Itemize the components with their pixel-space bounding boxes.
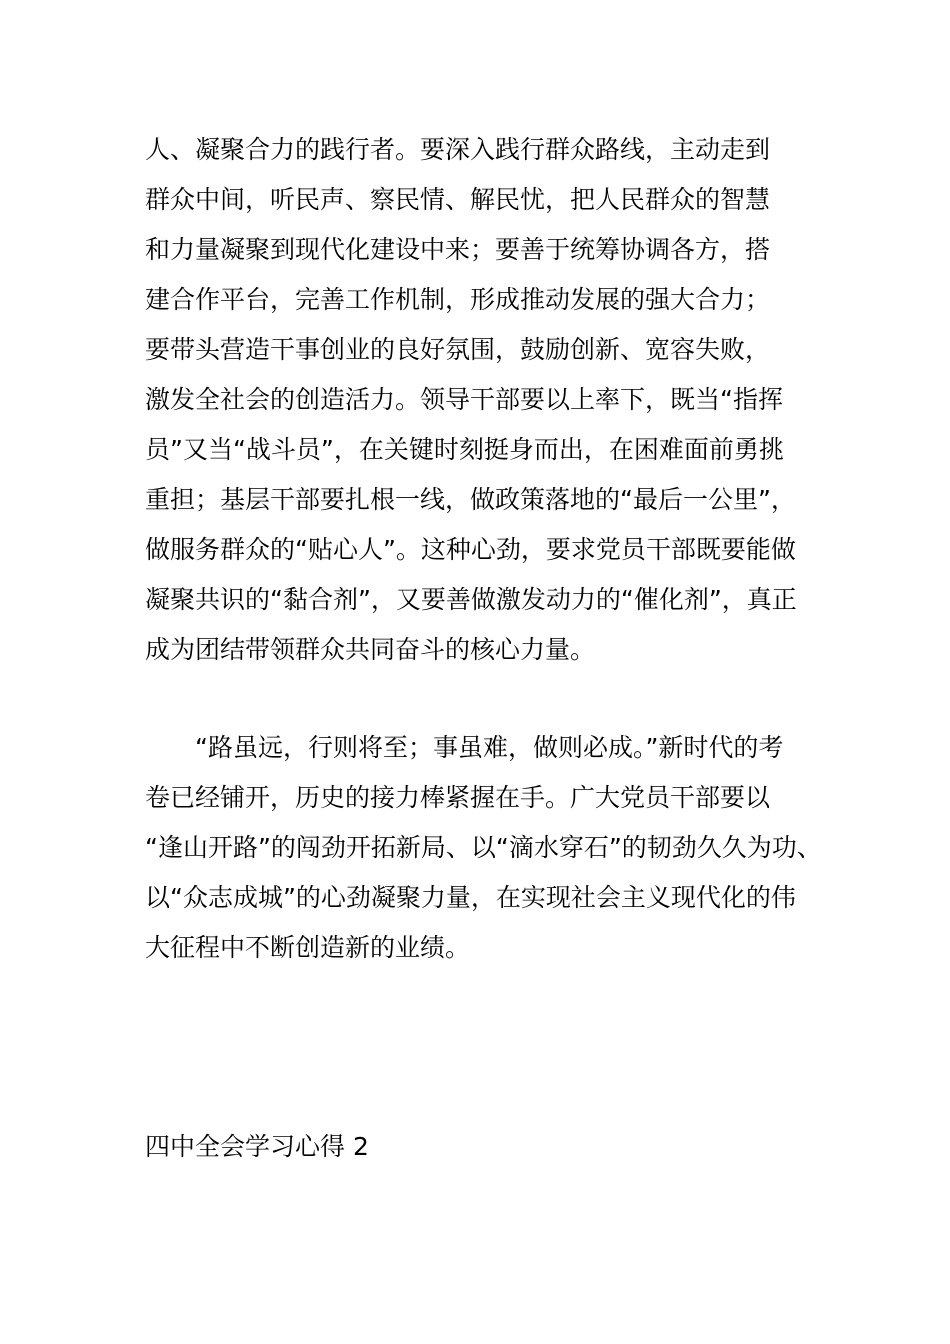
- paragraph-1-line-7: 员”又当“战斗员”，在关键时刻挺身而出，在困难面前勇挑: [145, 435, 784, 464]
- paragraph-1-line-4: 建合作平台，完善工作机制，形成推动发展的强大合力；: [145, 285, 771, 314]
- paragraph-1-line-5: 要带头营造干事创业的良好氛围，鼓励创新、宽容失败，: [145, 335, 771, 364]
- paragraph-1-line-6: 激发全社会的创造活力。领导干部要以上率下，既当“指挥: [145, 385, 783, 414]
- paragraph-1-line-3: 和力量凝聚到现代化建设中来；要善于统筹协调各方，搭: [145, 235, 771, 264]
- paragraph-1-line-1: 人、凝聚合力的践行者。要深入践行群众路线，主动走到: [145, 135, 771, 164]
- paragraph-2-line-3: “逢山开路”的闯劲开拓新局、以“滴水穿石”的韧劲久久为功、: [145, 833, 822, 862]
- paragraph-2-line-2: 卷已经铺开，历史的接力棒紧握在手。广大党员干部要以: [145, 783, 771, 812]
- paragraph-1-line-11: 成为团结带领群众共同奋斗的核心力量。: [145, 635, 596, 664]
- paragraph-1-line-9: 做服务群众的“贴心人”。这种心劲，要求党员干部既要能做: [145, 535, 796, 564]
- section-heading: 四中全会学习心得 2: [145, 1132, 369, 1161]
- paragraph-2-line-5: 大征程中不断创造新的业绩。: [145, 933, 471, 962]
- paragraph-1-line-10: 凝聚共识的“黏合剂”，又要善做激发动力的“催化剂”，真正: [145, 585, 797, 614]
- paragraph-2-line-4: 以“众志成城”的心劲凝聚力量，在实现社会主义现代化的伟: [145, 883, 796, 912]
- paragraph-2-line-1: “路虽远，行则将至；事虽难，做则必成。”新时代的考: [195, 733, 784, 762]
- paragraph-1-line-2: 群众中间，听民声、察民情、解民忧，把人民群众的智慧: [145, 185, 771, 214]
- paragraph-1-line-8: 重担；基层干部要扎根一线，做政策落地的“最后一公里”，: [145, 485, 796, 514]
